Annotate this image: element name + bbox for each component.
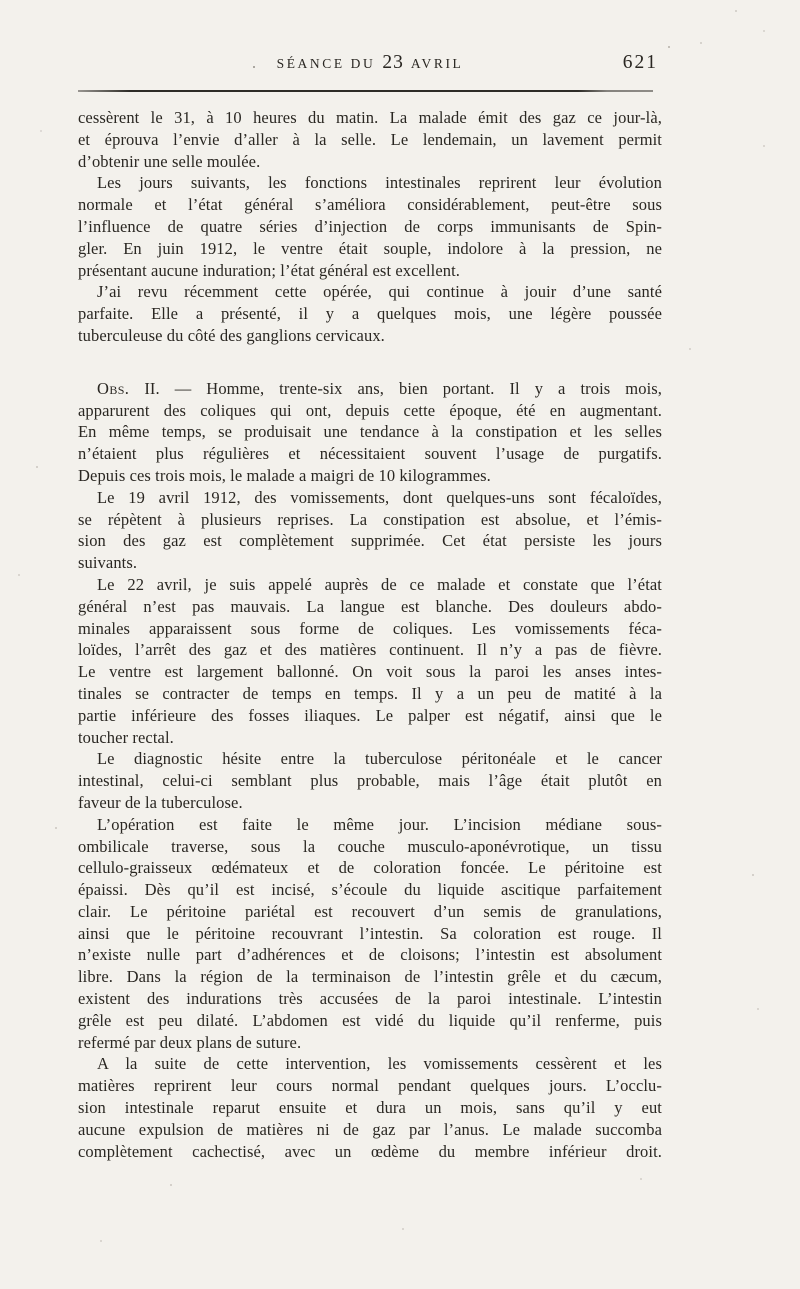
text-line: libre. Dans la région de la terminaison de l’intestin grêle et du cæcum, xyxy=(78,967,662,987)
text-line: ombilicale traverse, sous la couche musculo-aponévrotique, un tissu xyxy=(78,836,662,856)
text-line: normale et l’état général s’améliora considérablement, peut-être sous xyxy=(78,195,662,215)
text-line: En même temps, se produisait une tendance à la constipation et les selles xyxy=(78,422,662,442)
text-line: aucune expulsion de matières ni de gaz par l’anus. Le malade succomba xyxy=(78,1119,662,1139)
text-line: partie inférieure des fosses iliaques. Le palper est négatif, ainsi que le xyxy=(78,705,662,725)
text-line: clair. Le péritoine pariétal est recouvert d’un semis de granulations, xyxy=(78,901,662,921)
header-rule xyxy=(78,90,653,92)
text-line: d’obtenir une selle moulée. xyxy=(78,151,261,171)
text-line: grêle est peu dilaté. L’abdomen est vidé du liquide qu’il renferme, puis xyxy=(78,1010,662,1030)
text-block xyxy=(78,107,662,1162)
text-line: Obs. II. — Homme, trente-six ans, bien portant. Il y a trois mois, xyxy=(97,378,662,398)
observation-label: Obs. xyxy=(97,378,130,398)
paragraph xyxy=(78,748,662,813)
running-header xyxy=(78,50,662,76)
header-avril: AVRIL xyxy=(410,56,464,71)
text-line: n’étaient plus régulières et nécessitaient souvent l’usage de purgatifs. xyxy=(78,444,662,464)
text-line: complètement cachectisé, avec un œdème du membre inférieur droit. xyxy=(78,1141,662,1161)
text-line: tinales se contracter de temps en temps. Il y a un peu de matité à la xyxy=(78,683,662,703)
text-line: l’influence de quatre séries d’injection de corps immunisants de Spin- xyxy=(78,216,662,236)
text-line: cellulo-graisseux œdémateux et de coloration foncée. Le péritoine est xyxy=(78,858,662,878)
text-line: J’ai revu récemment cette opérée, qui continue à jouir d’une santé xyxy=(97,282,662,302)
text-line: loïdes, l’arrêt des gaz et des matières continuent. Il n’y a pas de fièvre. xyxy=(78,640,662,660)
text-line: sion des gaz est complètement supprimée. Cet état persiste les jours xyxy=(78,531,662,551)
text-line: Le 22 avril, je suis appelé auprès de ce malade et constate que l’état xyxy=(97,574,662,594)
text-line: épaissi. Dès qu’il est incisé, s’écoule du liquide ascitique parfaitement xyxy=(78,880,662,900)
text-line: et éprouva l’envie d’aller à la selle. Le lendemain, un lavement permit xyxy=(78,129,662,149)
text-line: refermé par deux plans de suture. xyxy=(78,1032,302,1052)
text-line: sion intestinale reparut ensuite et dura un mois, sans qu’il y eut xyxy=(78,1098,662,1118)
text-line: Depuis ces trois mois, le malade a maigri de 10 kilogrammes. xyxy=(78,465,491,485)
text-line: n’existe nulle part d’adhérences et de cloisons; l’intestin est absolument xyxy=(78,945,662,965)
text-line: gler. En juin 1912, le ventre était souple, indolore à la pression, ne xyxy=(78,238,662,258)
text-line: Le 19 avril 1912, des vomissements, dont quelques-uns sont fécaloïdes, xyxy=(97,487,662,507)
header-seance-du: SÉANCE DU xyxy=(276,56,376,71)
text-line: apparurent des coliques qui ont, depuis cette époque, été en augmentant. xyxy=(78,400,662,420)
text-line: cessèrent le 31, à 10 heures du matin. La malade émit des gaz ce jour-là, xyxy=(78,108,662,127)
text-line: toucher rectal. xyxy=(78,727,174,747)
page-header-title xyxy=(78,50,662,77)
paragraph xyxy=(78,107,662,172)
text-line: Les jours suivants, les fonctions intestinales reprirent leur évolution xyxy=(97,173,662,193)
text-line: ainsi que le péritoine recouvrant l’intestin. Sa coloration est rouge. Il xyxy=(78,923,662,943)
text-line: faveur de la tuberculose. xyxy=(78,792,243,812)
page-number: 621 xyxy=(622,52,658,73)
paragraph xyxy=(78,1053,662,1162)
text-line: L’opération est faite le même jour. L’incision médiane sous- xyxy=(97,814,662,834)
text-line: Le ventre est largement ballonné. On voit sous la paroi les anses intes- xyxy=(78,662,662,682)
text-line: général n’est pas mauvais. La langue est blanche. Des douleurs abdo- xyxy=(78,596,662,616)
text-line: existent des indurations très accusées de la paroi intestinale. L’intestin xyxy=(78,989,662,1009)
text-line: tuberculeuse du côté des ganglions cervicaux. xyxy=(78,325,385,345)
text-line: parfaite. Elle a présenté, il y a quelques mois, une légère poussée xyxy=(78,304,662,324)
text-line: présentant aucune induration; l’état général est excellent. xyxy=(78,260,461,280)
paragraph xyxy=(78,378,662,487)
text-line: intestinal, celui-ci semblant plus probable, mais l’âge était plutôt en xyxy=(78,771,662,791)
text-line: se répètent à plusieurs reprises. La constipation est absolue, et l’émis- xyxy=(78,509,662,529)
header-day-number: 23 xyxy=(382,52,404,73)
paragraph xyxy=(78,281,662,346)
paragraph xyxy=(78,574,662,748)
scan-speckles xyxy=(0,0,2,2)
text-line: Le diagnostic hésite entre la tuberculose péritonéale et le cancer xyxy=(97,749,662,769)
text-line: matières reprirent leur cours normal pendant quelques jours. L’occlu- xyxy=(78,1076,662,1096)
paragraph xyxy=(78,814,662,1054)
paragraph xyxy=(78,487,662,574)
text-line: A la suite de cette intervention, les vomissements cessèrent et les xyxy=(97,1054,662,1074)
text-line: suivants. xyxy=(78,553,138,573)
paragraph xyxy=(78,172,662,281)
text-line: minales apparaissent sous forme de coliques. Les vomissements féca- xyxy=(78,618,662,638)
